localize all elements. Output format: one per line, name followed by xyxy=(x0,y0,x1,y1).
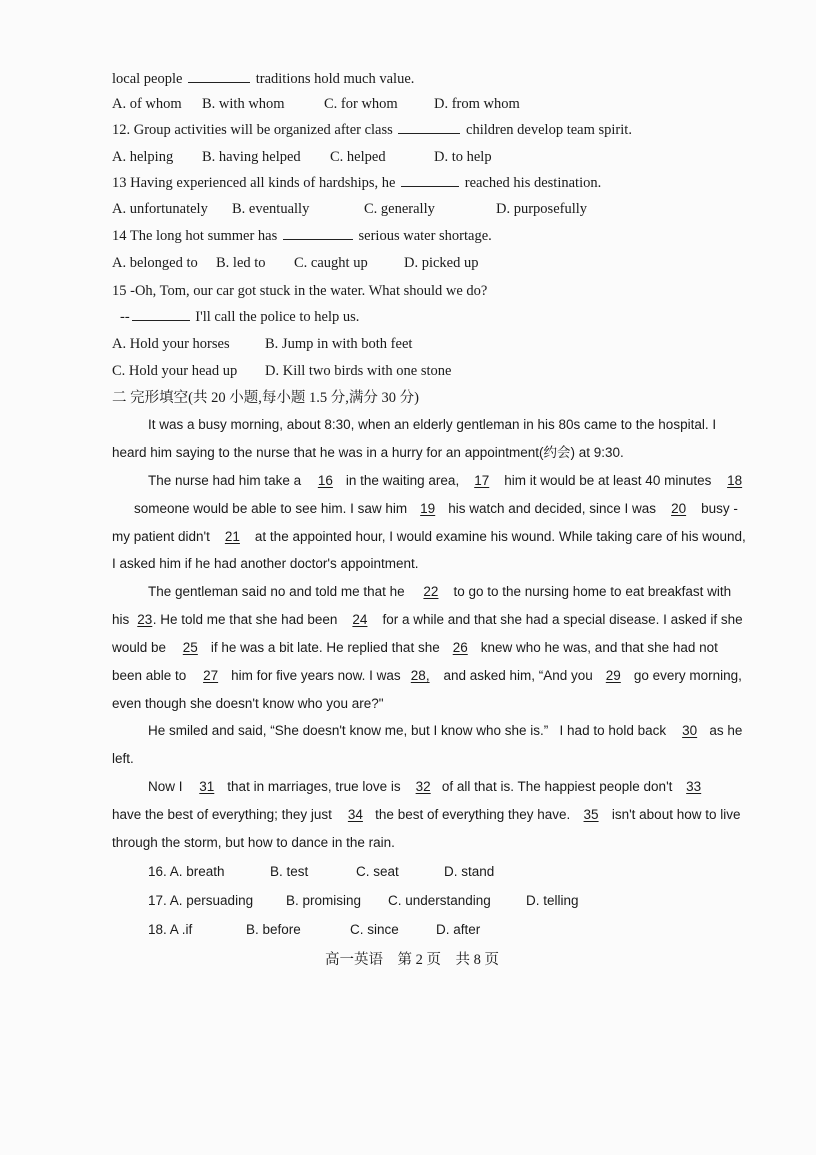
passage-line: It was a busy morning, about 8:30, when an elderly gentleman in his 80s came to the hospital. I xyxy=(148,417,717,432)
passage-line: The gentleman said no and told me that he 22 to go to the nursing home to eat breakfast with xyxy=(148,584,732,599)
option-a: A. Hold your horses xyxy=(112,336,230,352)
option-a: 16. A. breath xyxy=(148,864,225,879)
option-b: B. eventually xyxy=(232,201,310,217)
option-d: D. telling xyxy=(526,893,579,908)
option-a: A. of whom xyxy=(112,96,182,112)
passage-line: someone would be able to see him. I saw him 19 his watch and decided, since I was 20 busy - xyxy=(134,501,738,516)
blank-number: 26 xyxy=(452,640,468,655)
option-b: B. led to xyxy=(216,255,266,271)
answer-blank xyxy=(401,185,459,187)
option-a: A. unfortunately xyxy=(112,201,208,217)
blank-number: 28, xyxy=(410,668,430,683)
blank-number: 16 xyxy=(317,473,333,488)
blank-number: 21 xyxy=(224,529,240,544)
option-c: C. Hold your head up xyxy=(112,363,238,379)
blank-number: 30 xyxy=(682,723,698,738)
q14-options xyxy=(112,256,712,272)
passage-line: through the storm, but how to dance in the rain. xyxy=(112,835,395,850)
option-d: D. to help xyxy=(434,149,492,165)
blank-number: 31 xyxy=(199,779,215,794)
option-c: C. generally xyxy=(364,201,435,217)
option-a: A. belonged to xyxy=(112,255,198,271)
answer-blank xyxy=(188,81,250,83)
passage-line: left. xyxy=(112,751,134,766)
blank-number: 35 xyxy=(583,807,599,822)
page-footer: 高一英语 第 2 页 共 8 页 xyxy=(325,952,499,968)
answer-blank xyxy=(283,238,353,240)
option-b: B. before xyxy=(246,922,301,937)
option-b: B. test xyxy=(270,864,309,879)
option-c: C. seat xyxy=(356,864,399,879)
question-15: 15 -Oh, Tom, our car got stuck in the water. What should we do? xyxy=(112,283,488,299)
blank-number: 24 xyxy=(352,612,368,627)
passage-line: my patient didn't 21 at the appointed hour, I would examine his wound. While taking care of his wound, xyxy=(112,529,746,544)
option-b: B. with whom xyxy=(202,96,285,112)
blank-number: 18 xyxy=(727,473,743,488)
blank-number: 22 xyxy=(423,584,439,599)
option-c: C. helped xyxy=(330,149,386,165)
q17-options xyxy=(148,894,648,912)
answer-blank xyxy=(132,319,190,321)
option-d: D. purposefully xyxy=(496,201,588,217)
blank-number: 23 xyxy=(137,612,153,627)
option-a: 17. A. persuading xyxy=(148,893,254,908)
q15-options-row2 xyxy=(112,364,712,380)
passage-line: would be 25 if he was a bit late. He replied that she 26 knew who he was, and that she had not xyxy=(112,640,718,655)
option-c: C. caught up xyxy=(294,255,368,271)
option-d: D. from whom xyxy=(434,96,520,112)
blank-number: 25 xyxy=(182,640,198,655)
option-c: C. understanding xyxy=(388,893,491,908)
option-d: D. picked up xyxy=(404,255,479,271)
option-a: 18. A .if xyxy=(148,922,193,937)
option-c: C. for whom xyxy=(324,96,398,112)
option-d: D. stand xyxy=(444,864,495,879)
q16-options xyxy=(148,865,648,883)
passage-line: Now I 31 that in marriages, true love is 32 of all that is. The happiest people don't 33 xyxy=(148,780,704,794)
option-b: B. promising xyxy=(286,893,362,908)
q15-reply: -- I'll call the police to help us. xyxy=(120,309,360,325)
q13-options xyxy=(112,202,712,218)
question-14: 14 The long hot summer has serious water shortage. xyxy=(112,228,492,244)
passage-line: The nurse had him take a 16 in the waiting area, 17 him it would be at least 40 minutes 18 xyxy=(148,474,747,488)
passage-line: his 23. He told me that she had been 24 for a while and that she had a special disease. I asked if she xyxy=(112,612,743,627)
option-b: B. having helped xyxy=(202,149,301,165)
blank-number: 29 xyxy=(605,668,621,683)
section-heading: 二 完形填空(共 20 小题,每小题 1.5 分,满分 30 分) xyxy=(112,390,419,406)
passage-line: been able to 27 him for five years now. I was 28, and asked him, “And you 29 go every morning, xyxy=(112,668,742,683)
q11-continuation: local people traditions hold much value. xyxy=(112,71,415,87)
passage-line: He smiled and said, “She doesn't know me, but I know who she is.” I had to hold back 30 as he xyxy=(148,723,743,738)
q11-options xyxy=(112,97,712,113)
blank-number: 27 xyxy=(203,668,219,683)
passage-line: have the best of everything; they just 34 the best of everything they have. 35 isn't about how to live xyxy=(112,807,741,822)
blank-number: 20 xyxy=(671,501,687,516)
option-d: D. after xyxy=(436,922,481,937)
blank-number: 34 xyxy=(347,807,363,822)
option-b: B. Jump in with both feet xyxy=(265,336,413,352)
blank-number: 19 xyxy=(420,501,436,516)
q15-options-row1 xyxy=(112,337,712,353)
passage-line: even though she doesn't know who you are?" xyxy=(112,696,384,711)
blank-number: 17 xyxy=(474,473,490,488)
q12-options xyxy=(112,150,712,166)
q18-options xyxy=(148,923,648,941)
blank-number: 32 xyxy=(415,779,431,794)
blank-number: 33 xyxy=(686,779,702,794)
question-13: 13 Having experienced all kinds of hardships, he reached his destination. xyxy=(112,175,602,191)
passage-line: heard him saying to the nurse that he was in a hurry for an appointment(约会) at 9:30. xyxy=(112,445,624,460)
option-d: D. Kill two birds with one stone xyxy=(265,363,452,379)
option-a: A. helping xyxy=(112,149,174,165)
answer-blank xyxy=(398,132,460,134)
option-c: C. since xyxy=(350,922,399,937)
passage-line: I asked him if he had another doctor's appointment. xyxy=(112,556,419,571)
question-12: 12. Group activities will be organized after class children develop team spirit. xyxy=(112,122,632,138)
